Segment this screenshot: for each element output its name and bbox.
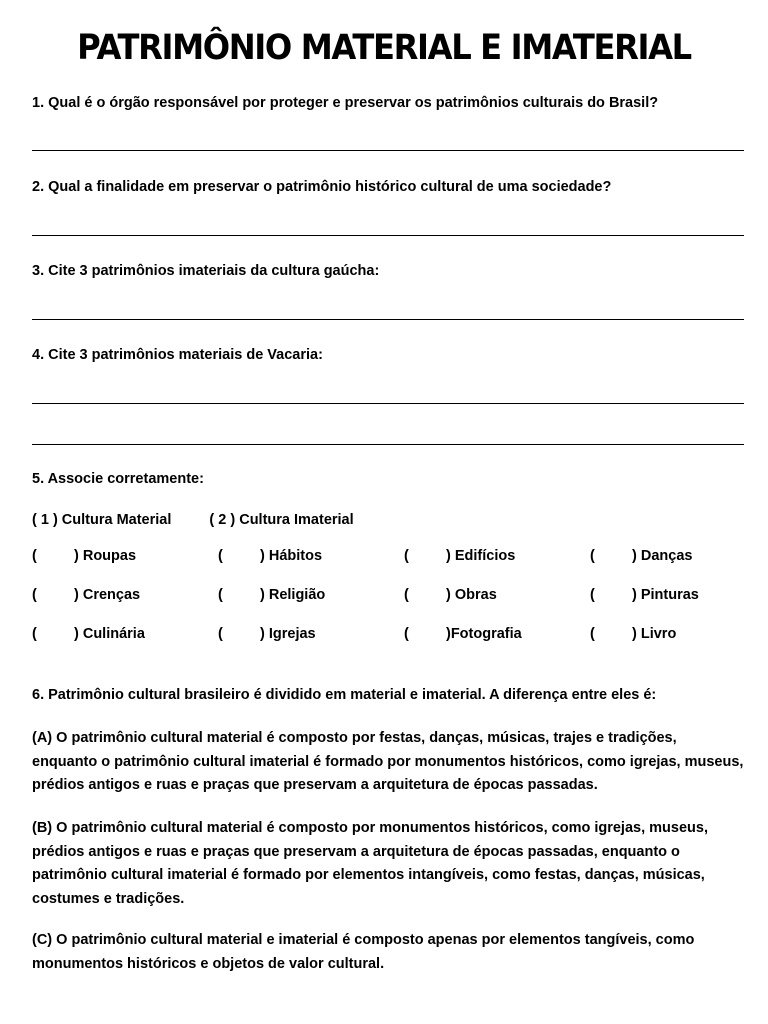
association-row: ( ) Culinária ( ) Igrejas ( )Fotografia ( ) Livro [32,626,677,642]
question-3: 3. Cite 3 patrimônios imateriais da cultura gaúcha: [32,263,380,279]
answer-line-3[interactable] [32,319,744,320]
association-options [32,512,354,528]
question-6: 6. Patrimônio cultural brasileiro é dividido em material e imaterial. A diferença entre eles é: [32,687,657,703]
question-4: 4. Cite 3 patrimônios materiais de Vacaria: [32,347,323,363]
answer-line-1[interactable] [32,150,744,151]
answer-line-4b[interactable] [32,444,744,445]
answer-line-2[interactable] [32,235,744,236]
answer-option-a[interactable]: (A) O patrimônio cultural material é composto por festas, danças, músicas, trajes e tradições, enquanto o patrimônio cultural imaterial é formado por monumentos históricos, como igrejas, museus, prédios antigos e ruas e praças que preservam a arquitetura de épocas passadas. [32,730,744,793]
option-material: ( 1 ) Cultura Material [32,512,172,528]
question-5: 5. Associe corretamente: [32,471,204,487]
question-1: 1. Qual é o órgão responsável por proteger e preservar os patrimônios culturais do Brasil? [32,95,659,111]
option-imaterial: ( 2 ) Cultura Imaterial [209,512,354,528]
question-2: 2. Qual a finalidade em preservar o patrimônio histórico cultural de uma sociedade? [32,179,612,195]
answer-option-c[interactable]: (C) O patrimônio cultural material e imaterial é composto apenas por elementos tangíveis, como monumentos históricos e objetos de valor cultural. [32,932,695,972]
association-row: ( ) Roupas ( ) Hábitos ( ) Edifícios ( ) Danças [32,548,693,564]
association-row: ( ) Crenças ( ) Religião ( ) Obras ( ) Pinturas [32,587,699,603]
answer-line-4a[interactable] [32,403,744,404]
answer-option-b[interactable]: (B) O patrimônio cultural material é composto por monumentos históricos, como igrejas, museus, prédios antigos e ruas e praças que preservam a arquitetura de épocas passadas, enquanto o patrimônio cultural imaterial é formado por elementos intangíveis, como festas, danças, músicas, costumes e tradições. [32,820,708,907]
page-title: PATRIMÔNIO MATERIAL E IMATERIAL [77,28,691,68]
